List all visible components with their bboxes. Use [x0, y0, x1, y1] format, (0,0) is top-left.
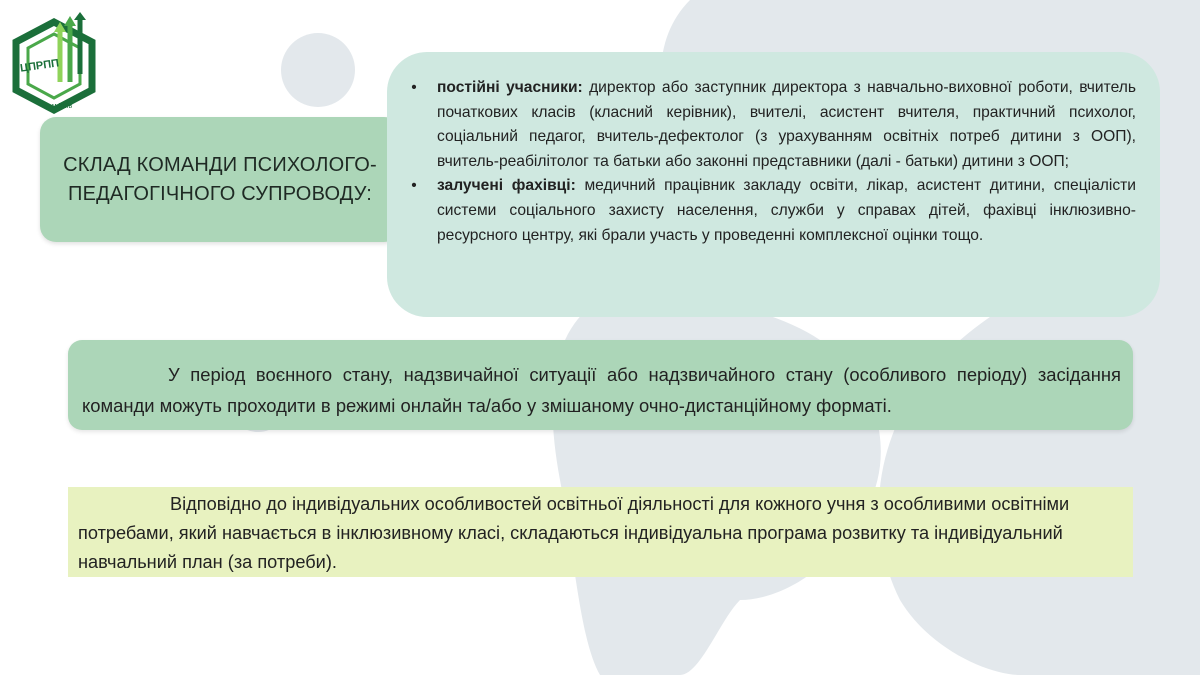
background-circle-top: [281, 33, 355, 107]
organization-logo: [8, 12, 100, 120]
team-members-list: [407, 76, 1136, 248]
wartime-meeting-box: [68, 340, 1133, 430]
team-title-line-1: СКЛАД КОМАНДИ ПСИХОЛОГО-: [63, 153, 377, 176]
involved-specialists-item: [407, 174, 1136, 248]
team-members-box: [387, 52, 1160, 317]
team-title-line-2: ПЕДАГОГІЧНОГО СУПРОВОДУ:: [68, 182, 372, 205]
permanent-members-term: постійні учасники:: [437, 79, 583, 96]
individual-plan-box: [68, 487, 1133, 577]
logo-abbr: ЦПРПП: [19, 57, 60, 75]
logo-arrowhead-3: [74, 12, 86, 20]
logo-arrowhead-2: [64, 16, 76, 26]
team-title-box: [40, 117, 400, 242]
team-title: [63, 151, 377, 209]
individual-plan-text: Відповідно до індивідуальних особливостей освітньої діяльності для кожного учня з особливими освітніми потребами, який навчається в інклюзивному класі, складаються індивідуальна програма розвитку та індивідуальний навчальний план (за потреби).: [78, 494, 1070, 572]
wartime-meeting-text: У період воєнного стану, надзвичайної ситуації або надзвичайного стану (особливого періоду) засідання команди можуть проходити в режимі онлайн та/або у змішаному очно-дистанційному форматі.: [82, 364, 1121, 416]
involved-specialists-text: медичний працівник закладу освіти, лікар, асистент дитини, спеціалісти системи соціального захисту населення, служби у справах дітей, фахівці інклюзивно-ресурсного центру, які брали участь у проведенні комплексної оцінки тощо.: [437, 177, 1136, 244]
bullet: •: [411, 79, 417, 96]
bullet: •: [411, 177, 417, 195]
permanent-members-text: директор або заступник директора з навчально-виховної роботи, вчитель початкових класів (класний керівник), вчителі, асистент вчителя, практичний психолог, соціальний педагог, вчитель-дефектолог (з урахуванням освітніх потреб дитини з ООП), вчитель-реабілітолог та батьки або законні представники (далі - батьки) дитини з ООП;: [437, 79, 1136, 170]
permanent-members-item: [407, 76, 1136, 174]
involved-specialists-term: залучені фахівці:: [437, 177, 576, 195]
logo-city: м.Київ: [51, 103, 73, 110]
